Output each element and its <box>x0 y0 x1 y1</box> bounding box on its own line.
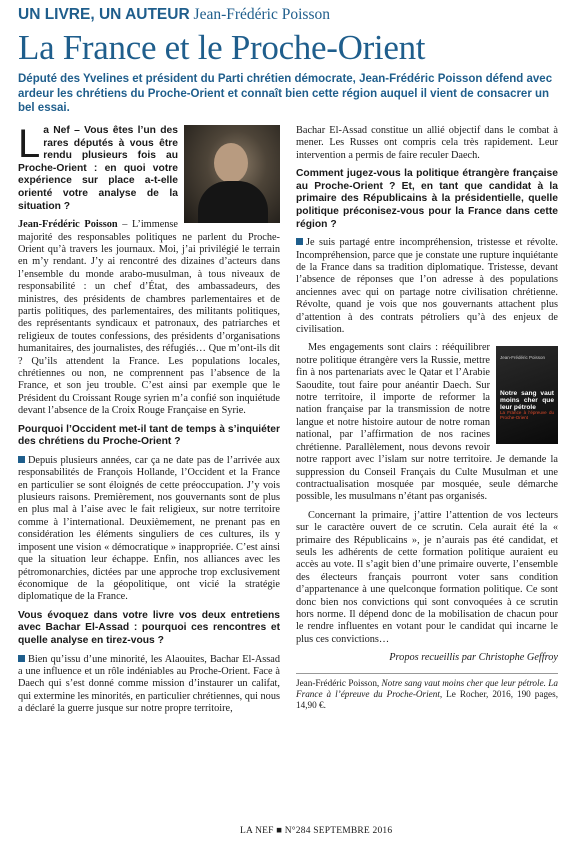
page-footer: LA NEF ■ N°284 SEPTEMBRE 2016 <box>240 826 393 836</box>
answer-2 <box>18 455 280 604</box>
square-bullet-icon <box>18 655 25 662</box>
answer-3 <box>18 654 280 716</box>
chapo: Député des Yvelines et président du Parti chrétien démocrate, Jean-Frédéric Poisson défend avec ardeur les chrétiens du Proche-Orient et connaît bien cette région auquel il vient de consacrer un bel essai. <box>18 73 553 114</box>
column-left <box>18 122 280 722</box>
column-right <box>296 125 558 711</box>
question-1: a Nef – Vous êtes l’un des rares députés à vous être rendu plusieurs fois au Proche-Orient : en quoi votre expérience sur place a-t-elle orienté votre analyse de la situation ? <box>18 125 178 212</box>
question-2: Pourquoi l’Occident met-il tant de temps à s’inquiéter des chrétiens du Proche-Orient ? <box>18 423 280 448</box>
author-photo <box>184 125 280 223</box>
credit-author: Jean-Frédéric Poisson, <box>296 677 382 688</box>
question-3: Vous évoquez dans votre livre vos deux entretiens avec Bachar El-Assad : pourquoi ces rencontres et quelle analyse en tirez-vous ? <box>18 609 280 646</box>
answer-4-p1-text: Je suis partagé entre incompréhension, tristesse et révolte. Incompréhension, parce que je constate une rupture inquiétante de la France dans sa tradition diplomatique. Tristesse, devant l’absence de réponses que l’on adresse à des populations anciennes avec qui on partage notre civilisation chrétienne. Révolte, quand je vois que nos gouvernants attachent plus d’attention à des contrats pétroliers qu’à des enjeux de civilisation. <box>296 237 558 336</box>
signoff: Propos recueillis par Christophe Geffroy <box>389 652 558 664</box>
book-cover-author: Jean-Frédéric Poisson <box>500 355 546 361</box>
square-bullet-icon <box>296 238 303 245</box>
book-credit <box>296 673 558 711</box>
dropcap: L <box>18 122 41 166</box>
rubric <box>18 6 330 24</box>
book-cover-title: Notre sang vaut moins cher que leur pétrole <box>500 390 554 412</box>
book-cover-subtitle: La France à l’épreuve du Proche-Orient <box>500 410 554 421</box>
rubric-author: Jean-Frédéric Poisson <box>193 6 330 23</box>
book-cover <box>496 346 558 444</box>
answer-3-continued: Bachar El-Assad constitue un allié objectif dans le combat à mener. Les Russes ont compris cela très rapidement. Leur intervention a permis de faire reculer Daech. <box>296 125 558 161</box>
credit-rest: , Le Rocher, 2016, 190 pages, 14,90 €. <box>296 688 558 710</box>
author-photo-suit <box>198 181 268 223</box>
square-bullet-icon <box>18 456 25 463</box>
rubric-label: UN LIVRE, UN AUTEUR <box>18 6 190 23</box>
answer-4-paragraph-2: Mes engagements sont clairs : rééquilibrer notre politique étrangère vers la Russie, mettre fin à nos partenariats avec le Qatar et l’Arabie Saoudite, tout faire pour anéantir Daech. Sur notre territoire, il importe de reformer la nation française par la transmission de notre langue et notre histoire autour de notre roman national, par l’affirmation de nos racines chrétienne. Parallèlement, nous devons revoir notre rapport avec l’islam sur notre territoire. Je demande la suppression du Conseil Français du Culte Musulman et une contractualisation mosquée par mosquée, seule démarche possible, les musulmans n’étant pas organisés. <box>296 342 558 503</box>
question-4: Comment jugez-vous la politique étrangère française au Proche-Orient ? Et, en tant que candidat à la primaire des Républicains à la présidentielle, quelle politique préconisez-vous pour la France dans cette région ? <box>296 168 558 230</box>
author-photo-face <box>214 143 248 183</box>
answer-2-text: Depuis plusieurs années, car ça ne date pas de l’arrivée aux responsabilités de François Hollande, l’Occident et la France en particulier se sont éloignés de cette préoccupation. J’y vois plusieurs raisons. Premièrement, nos gouvernants sont de plus en plus mal à l’aise avec le fait religieux, sur notre territoire comme à l’international. Deuxièmement, ne prenant pas en considération les éléments singuliers de ces cultures, ils y imposent une vision « démocratique » inappropriée. C’est ainsi que la situation leur échappe. Enfin, nos alliances avec les pétromonarchies, dictées par une approche trop exclusivement économique de la géopolitique, ont vicié la stratégie diplomatique de la France. <box>18 454 280 603</box>
credit-title: Notre sang vaut moins cher que leur pétrole. La France à l’épreuve du Proche-Orient <box>296 677 558 699</box>
answer-4-paragraph-3: Concernant la primaire, j’attire l’attention de vos lecteurs sur le caractère ouvert de ce scrutin. Cela aurait été la « primaire des Républicains », je n’aurais pas été candidat, et seuls les adhérents de cette formation politique auraient eu accès au vote. Il s’agit bien d’une primaire ouverte, l’ensemble des électeurs français pourront voter sans condition d’appartenance à une quelconque formation politique. Ce sont donc bien nos convictions qui sont convoquées à ce scrutin hors norme. Il dépend donc de la mobilisation de chacun pour le rendre influentes en votant pour le candidat qui incarne le plus ces convictions… <box>296 509 558 645</box>
answer-3-text: Bien qu’issu d’une minorité, les Alaouites, Bachar El-Assad a une influence et un rôle indéniables au Proche-Orient. Face à Daech qui s’est donné comme mission d’instaurer un califat, qui extermine les minorités, en particulier chrétiennes, qui nous a déclaré la guerre jusque sur notre propre territoire, <box>18 653 280 715</box>
answer-4-paragraph-1 <box>296 237 558 336</box>
answer-1-speaker: Jean-Frédéric Poisson <box>18 219 118 231</box>
answer-1 <box>18 219 280 418</box>
answer-1-text: – L’immense majorité des responsables politiques ne parlent du Proche-Orient qu’à travers les journaux. Moi, j’ai privilégié le terrain en m’y rendant. J’y ai rencontré des dizaines d’acteurs dans l’ensemble du monde arabo-musulman, à tous niveaux de responsabilité : un chef d’État, des ambassadeurs, des ministres, des présidents de chambres parlementaires et de partis politiques, des parlementaires, des militants politiques, des représentants syndicaux et patronaux, des patriarches et religieux de toutes confessions, des présidents d’organisations humanitaires, des journalistes, des réfugiés… Que m’ont-ils dit ? Qu’ils attendent la France. Les populations locales, chrétiennes ou non, ne comprennent pas l’absence de la France, et son jeu trouble. C’est ainsi par exemple que le Président du Croissant Rouge syrien m’a confié son inquiétude devant l’absence de la Croix Rouge Française en Syrie. <box>18 219 280 417</box>
page-title: La France et le Proche-Orient <box>18 28 426 67</box>
